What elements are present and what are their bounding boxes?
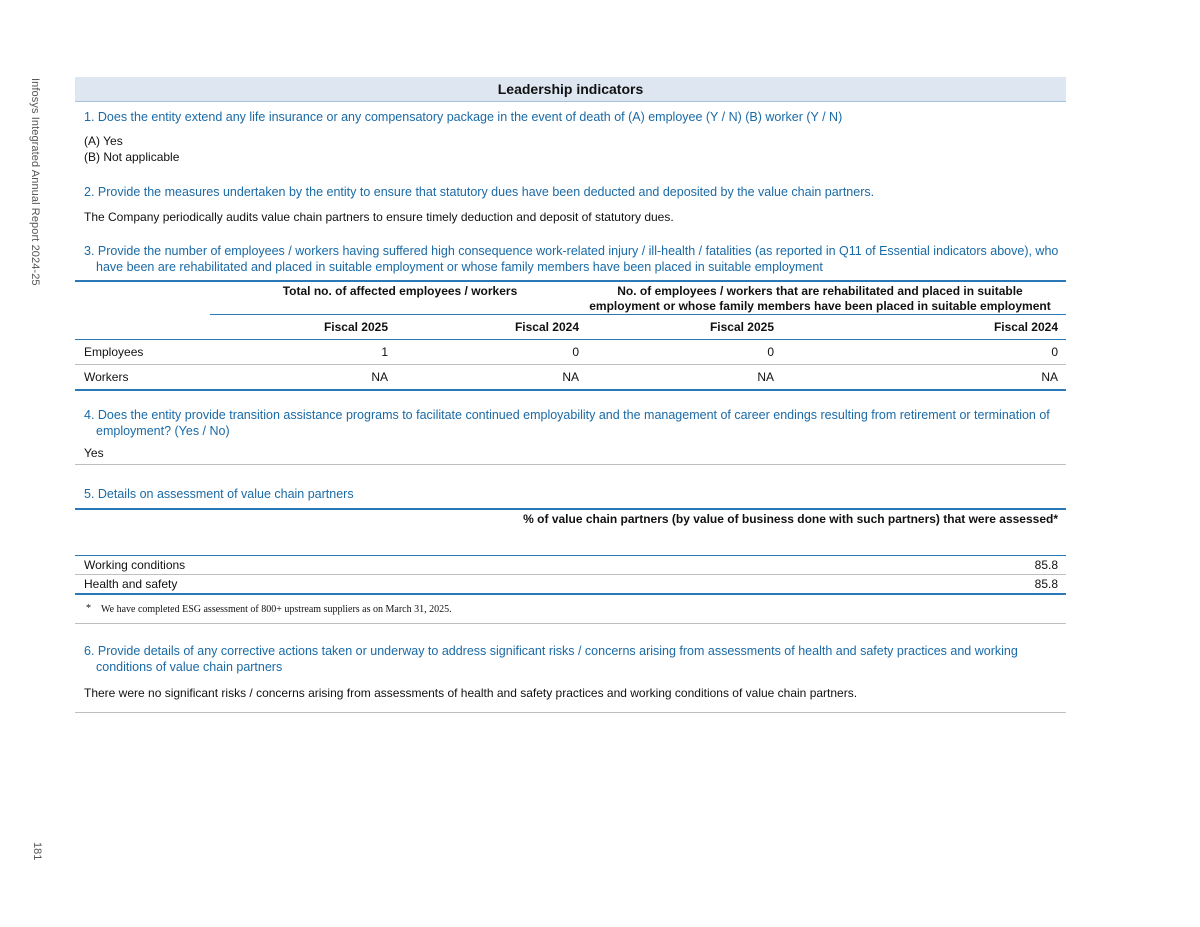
table-cell: 85.8: [1034, 558, 1058, 572]
table-row: [75, 365, 1066, 389]
section-divider: [75, 623, 1066, 624]
answer-6: There were no significant risks / concerns arising from assessments of health and safety practices and working conditions of value chain partners.: [84, 686, 858, 700]
table-row: [75, 556, 1066, 574]
row-label: Employees: [84, 345, 144, 359]
section-divider: [75, 464, 1066, 465]
question-2: 2. Provide the measures undertaken by the entity to ensure that statutory dues have been deducted and deposited by the value chain partners.: [84, 185, 875, 199]
question-4: 4. Does the entity provide transition assistance programs to facilitate continued employability and the management of career endings resulting from retirement or termination of employment? (Yes / No): [84, 408, 1050, 438]
section-banner: Leadership indicators: [75, 77, 1066, 102]
table-bottom-rule: [75, 389, 1066, 391]
table-cell: NA: [371, 370, 388, 384]
table-group-headers: [75, 282, 1066, 314]
table-cell: NA: [562, 370, 579, 384]
report-side-title: Infosys Integrated Annual Report 2024-25: [29, 78, 41, 286]
footnote-mark: *: [86, 603, 91, 614]
answer-1a: (A) Yes: [84, 134, 123, 148]
answer-1b: (B) Not applicable: [84, 150, 180, 164]
footnote: [75, 595, 1066, 623]
table-cell: NA: [1041, 370, 1058, 384]
assessment-column-header: % of value chain partners (by value of business done with such partners) that were assessed*: [523, 512, 1058, 526]
answer-4: Yes: [84, 446, 104, 460]
column-header: Fiscal 2024: [514, 320, 579, 334]
page-number: 181: [31, 842, 43, 861]
question-3: 3. Provide the number of employees / workers having suffered high consequence work-related injury / ill-health / fatalities (as reported in Q11 of Essential indicators above), who have been are rehabilitated and placed in suitable employment or whose family members have been placed in suitable employment: [84, 244, 1059, 274]
answer-2: The Company periodically audits value chain partners to ensure timely deduction and deposit of statutory dues.: [84, 210, 674, 224]
table-cell: 85.8: [1034, 577, 1058, 591]
group-header-line-1: No. of employees / workers that are rehabilitated and placed in suitable: [617, 284, 1023, 298]
table-cell: 0: [767, 345, 774, 359]
table-row: [75, 340, 1066, 364]
group-header-line-2: employment or whose family members have been placed in suitable employment: [589, 299, 1051, 313]
group-header-affected: Total no. of affected employees / workers: [282, 284, 518, 298]
question-6: 6. Provide details of any corrective actions taken or underway to address significant risks / concerns arising from assessments of health and safety practices and working conditions of value chain partners: [84, 644, 1018, 674]
question-5: 5. Details on assessment of value chain partners: [84, 487, 354, 501]
column-header: Fiscal 2025: [323, 320, 388, 334]
assessment-table-header: [75, 510, 1066, 555]
row-label: Working conditions: [84, 558, 186, 572]
table-cell: 1: [381, 345, 388, 359]
row-label: Workers: [84, 370, 129, 384]
table-cell: 0: [1051, 345, 1058, 359]
group-header-rehabilitated: [580, 284, 1060, 314]
table-row: [75, 575, 1066, 593]
leadership-indicators-section: [75, 77, 1066, 713]
column-header: Fiscal 2025: [709, 320, 774, 334]
question-1: 1. Does the entity extend any life insurance or any compensatory package in the event of death of (A) employee (Y / N) (B) worker (Y / N): [84, 110, 843, 124]
column-header: Fiscal 2024: [993, 320, 1058, 334]
row-label: Health and safety: [84, 577, 178, 591]
table-cell: NA: [757, 370, 774, 384]
section-divider: [75, 712, 1066, 713]
table-column-headers: [75, 315, 1066, 339]
table-cell: 0: [572, 345, 579, 359]
footnote-text: We have completed ESG assessment of 800+ upstream suppliers as on March 31, 2025.: [101, 604, 452, 615]
